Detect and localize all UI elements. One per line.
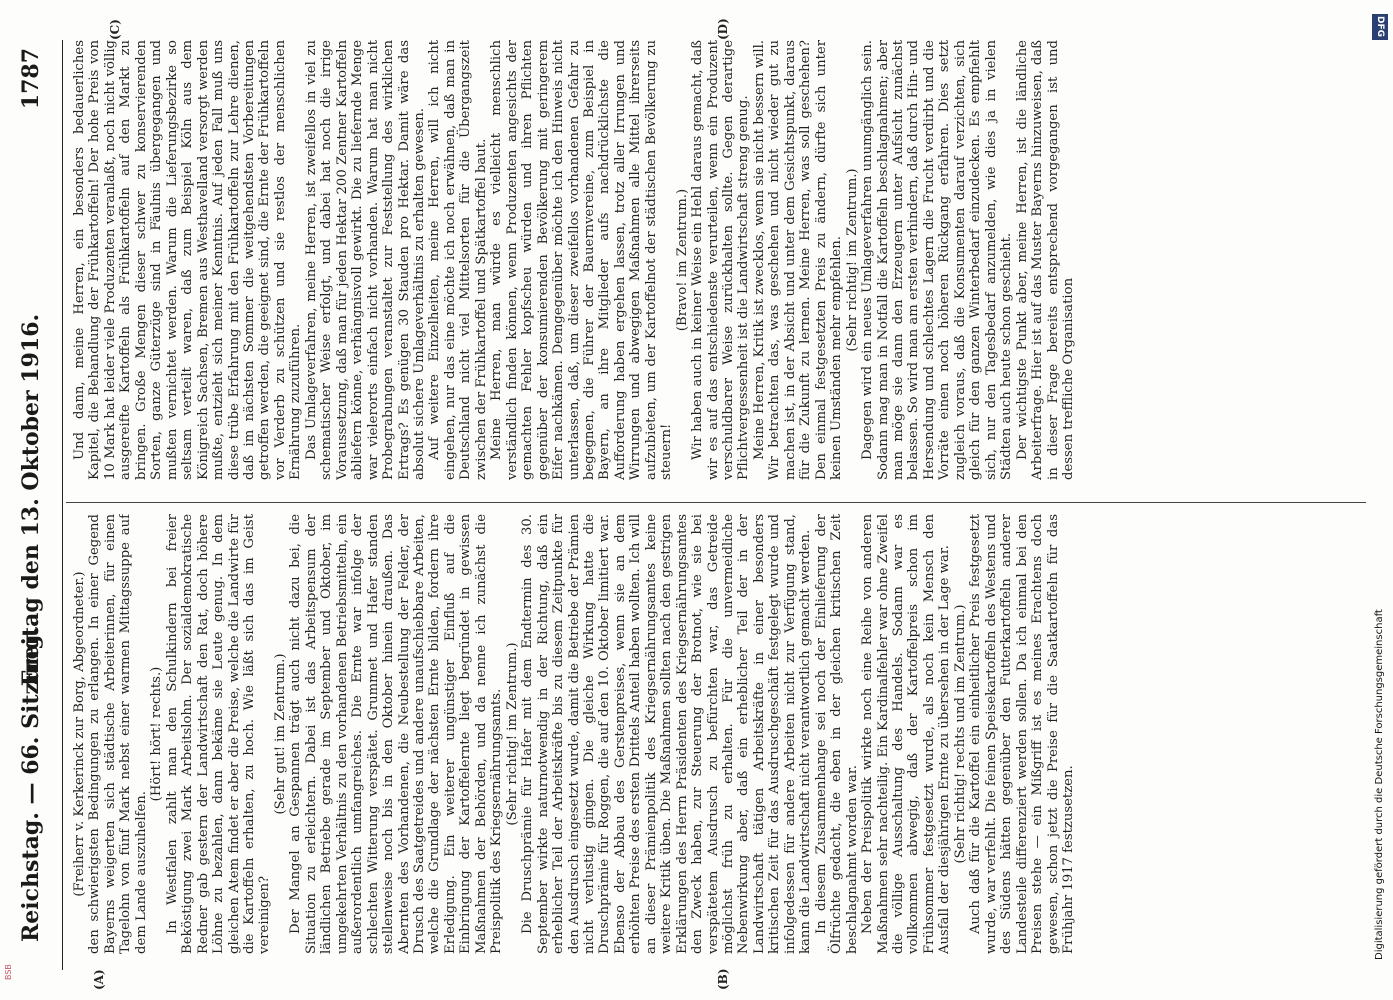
column-divider (66, 502, 1366, 503)
page-header-left: Reichstag. — 66. Sitzung. (18, 626, 44, 942)
paragraph: Der wichtigste Punkt aber, meine Herren, ist die ländliche Arbeiterfrage. Hier ist auf das Muster Bayerns hinzuweisen, daß in dieser Frage bereits entsprechend vorgegangen ist und dessen treffliche Organisation (1014, 40, 1076, 480)
speaker-line: (Freiherr v. Kerkerinck zur Borg, Abgeordneter.) (72, 571, 87, 897)
paragraph: Auf weitere Einzelheiten, meine Herren, will ich nicht eingehen, nur das eine möchte ich noch erwähnen, daß man in Deutschland nicht viel Mittelsorten für die Übergangszeit zwischen der Frühkartoffel und Spätkartoffel baut. (427, 40, 489, 480)
paragraph: Wir haben auch in keiner Weise ein Hehl daraus gemacht, daß wir es auf das entschiedenste verurteilen, wenn ein Produzent verschuldbarer Weise zurückhalten sollte. Gegen derartige Pflichtvergessenheit ist die Landwirtschaft streng genug. (690, 40, 752, 480)
paragraph: Dagegen wird ein neues Umlageverfahren unumgänglich sein. Sodann mag man in Notfall die Kartoffeln beschlagnahmen; aber man möge sie dann den Erzeugern unter Aufsicht zunächst belassen. So wird man am ersten verhindern, daß durch Hin- und Hersendung und schlechtes Lagern die Frucht verdirbt und die Vorräte einen noch höheren Rückgang erfahren. Dies setzt zugleich voraus, daß die Konsumenten darauf verzichten, sich gleich für den ganzen Winterbedarf einzudecken. Es empfiehlt sich, nur den Tagesbedarf anzumelden, wie dies ja in vielen Städten auch heute schon geschieht. (860, 40, 1015, 480)
interjection: (Sehr richtig! rechts und im Zentrum.) (952, 604, 968, 864)
header-rule (62, 40, 63, 970)
library-mark: BSB (4, 964, 13, 980)
paragraph: Die Druschprämie für Hafer mit dem Endtermin des 30. September wirkte naturnotwendig in der Richtung, daß ein erheblicher Teil der Arbeitskräfte bis zu diesem Zeitpunkte für den Ausdrusch eingesetzt wurde, damit die Betriebe der Prämien nicht verlustig gingen. Die gleiche Wirkung hatte die Druschprämie für Roggen, die auf den 10. Oktober limitiert war. Ebenso der Abbau des Gerstenpreises, wenn sie an dem erhöhten Preise des ersten Drittels Anteil haben wollten. Ich will an dieser Prämienpolitik des Kriegsernährungsamtes keine weitere Kritik üben. Die Maßnahmen sollten nach den gestrigen Erklärungen des Herrn Präsidenten des Kriegsernährungsamtes den Zweck haben, zur Steuerung der Brotnot, wie sie bei verspätetem Ausdrusch zu befürchten war, das Getreide möglichst früh zu erhalten. Für die unvermeidliche Nebenwirkung aber, daß ein erheblicher Teil der in der Landwirtschaft tätigen Arbeitskräfte in einer besonders kritischen Zeit für das Ausdruschgeschäft festgelegt wurde und infolgedessen für andere Arbeiten nicht zur Verfügung stand, kann die Landwirtschaft nicht verantwortlich gemacht werden. (520, 514, 814, 954)
paragraph: In Westfalen zahlt man den Schulkindern bei freier Beköstigung zwei Mark Arbeitslohn. Der sozialdemokratische Redner gab gestern der Landwirtschaft den Rat, doch höhere Löhne zu bezahlen, dann bekäme sie Leute genug. In dem gleichen Atem findet er aber die Preise, welche die Landwirte für die Kartoffeln erhalten, zu hoch. Wie läßt sich das im Geist vereinigen? (164, 514, 273, 954)
page-number: 1787 (18, 48, 44, 110)
interjection: (Hört! hört! rechts.) (149, 666, 165, 802)
paragraph: Auch daß für die Kartoffel ein einheitlicher Preis festgesetzt wurde, war verfehlt. Die feinen Speisekartoffeln des Westens und des Südens hätten gegenüber den Futterkartoffeln anderer Landesteile differenziert werden sollen. Da ich einmal bei den Preisen stehe — ein Mißgriff ist es meines Erachtens doch gewesen, schon jetzt die Preise für die Saatkartoffeln für das Frühjahr 1917 festzusetzen. (968, 514, 1076, 954)
margin-mark-c: (C) (108, 19, 122, 40)
paragraph: In diesem Zusammenhange sei noch der Einlieferung der Ölfrüchte gedacht, die eben in der gleichen kritischen Zeit beschlagnahmt worden war. (813, 514, 860, 954)
paragraph: Der Mangel an Gespannen trägt auch nicht dazu bei, die Situation zu erleichtern. Dabei ist das Arbeitspensum der ländlichen Betriebe gerade im September und Oktober, im umgekehrten Verhältnis zu den vorhandenen Betriebsmitteln, ein außerordentlich umfangreiches. Die Ernte war infolge der schlechten Witterung verspätet. Grummet und Hafer standen stellenweise noch bis in den Oktober hinein draußen. Das Abernten des Vorhandenen, die Neubestellung der Felder, der Drusch des Saatgetreides und andere unaufschiebbare Arbeiten, welche die Grundlage der nächsten Ernte bilden, fordern ihre Erledigung. Ein weiterer ungünstiger Einfluß auf die Einbringung der Kartoffelernte liegt begründet in gewissen Maßnahmen der Behörden, und da nenne ich zunächst die Preispolitik des Kriegsernährungsamts. (288, 514, 505, 954)
interjection: (Sehr richtig! im Zentrum.) (844, 168, 860, 352)
page-header-date: Freitag den 13. Oktober 1916. (18, 313, 44, 687)
right-text-column (72, 40, 1362, 480)
interjection: (Bravo! im Zentrum.) (674, 188, 690, 332)
paragraph: Neben der Preispolitik wirkte noch eine Reihe von anderen Maßnahmen sehr nachteilig. Ein Kardinalfehler war ohne Zweifel die völlige Ausschaltung des Handels. Sodann war es vollkommen abwegig, daß der Kartoffelpreis schon im Frühsommer festgesetzt wurde, als noch kein Mensch den Ausfall der diesjährigen Ernte zu übersehen in der Lage war. (860, 514, 953, 954)
interjection: (Sehr gut! im Zentrum.) (272, 653, 288, 815)
paragraph: Das Umlageverfahren, meine Herren, ist zweifellos in viel zu schematischer Weise erfolgt, und dabei hat noch die irrige Voraussetzung, daß man für jeden Hektar 200 Zentner Kartoffeln abliefern könne, verhängnisvoll gewirkt. Die zu liefernde Menge war vielerorts einfach nicht vorhanden. Warum hat man nicht Probegrabungen veranstaltet zur Feststellung des wirklichen Ertrags? Es genügen 30 Stauden pro Hektar. Damit wäre das absolut sichere Umlageverhältnis zu erhalten gewesen. (303, 40, 427, 480)
margin-mark-d: (D) (716, 18, 730, 40)
paragraph: Und dann, meine Herren, ein besonders bedauerliches Kapitel, die Behandlung der Frühkartoffeln! Der hohe Preis von 10 Mark hat leider viele Produzenten veranlaßt, noch nicht völlig ausgereifte Kartoffeln als Frühkartoffeln auf den Markt zu bringen. Große Mengen dieser schwer zu konservierenden Sorten, ganze Güterzüge sind in Fäulnis übergegangen und mußten vernichtet werden. Warum die Lieferungsbezirke so seltsam verteilt waren, daß zum Beispiel Köln aus dem Königreich Sachsen, Bremen aus Westhavelland versorgt werden mußte, entzieht sich meiner Kenntnis. Auf jeden Fall muß uns diese trübe Erfahrung mit den Frühkartoffeln zur Lehre dienen, daß im nächsten Sommer die weitgehendsten Vorbereitungen getroffen werden, die geeignet sind, die Ernte der Frühkartoffeln vor Verderb zu schützen und sie restlos der menschlichen Ernährung zuzuführen. (72, 40, 304, 480)
margin-mark-a: (A) (92, 969, 106, 990)
paragraph: Meine Herren, man würde es vielleicht menschlich verständlich finden können, wenn Produzenten angesichts der gemachten Fehler kopfscheu würden und ihren Pflichten gegenüber der konsumierenden Bevölkerung mit geringerem Eifer nachkämen. Demgegenüber möchte ich den Hinweis nicht unterlassen, daß, um dieser zweifellos vorhandenen Gefahr zu begegnen, die Führer der Bauernvereine, zum Beispiel in Bayern, an ihre Mitglieder aufs nachdrücklichste die Aufforderung haben ergehen lassen, trotz aller Irrungen und Wirrungen und abwegigen Maßnahmen alle Mittel ihrerseits aufzubieten, um der Kartoffelnot der städtischen Bevölkerung zu steuern! (489, 40, 675, 480)
paragraph: Meine Herren, Kritik ist zwecklos, wenn sie nicht bessern will. Wir betrachten das, was geschehen und nicht wieder gut zu machen ist, in der Absicht und unter dem Gesichtspunkt, daraus für die Zukunft zu lernen. Meine Herren, was soll geschehen? Den einmal festgesetzten Preis zu ändern, dürfte sich unter keinen Umständen mehr empfehlen. (751, 40, 845, 480)
funding-note: Digitalisierung gefördert durch die Deutsche Forschungsgemeinschaft (1374, 609, 1385, 960)
margin-mark-b: (B) (716, 968, 730, 990)
interjection: (Sehr richtig! im Zentrum.) (504, 642, 520, 826)
dfg-logo: DFG (1372, 14, 1388, 40)
paragraph: den schwierigsten Bedingungen zu erlangen. In einer Gegend Bayerns weigerten sich städtische Arbeiterinnen, für einen Tagelohn von fünf Mark nebst einer warmen Mittagssuppe auf dem Lande auszuhelfen. (87, 514, 149, 954)
left-text-column (72, 514, 1362, 954)
